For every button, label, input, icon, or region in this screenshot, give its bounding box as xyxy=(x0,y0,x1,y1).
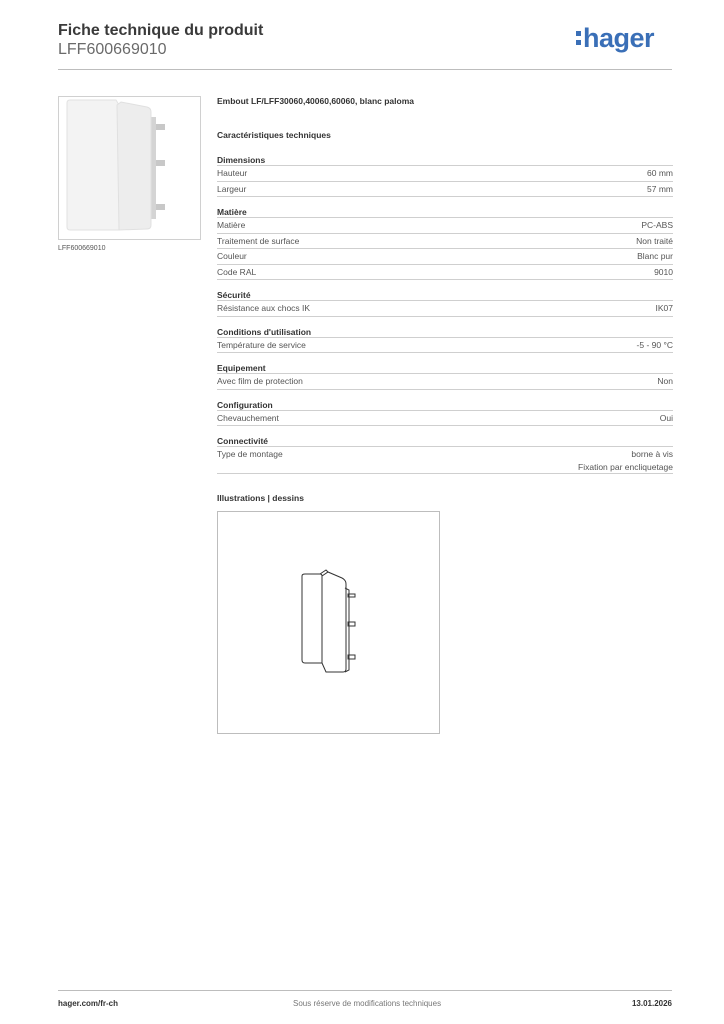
spec-value-cell xyxy=(636,235,673,249)
spec-groups xyxy=(217,154,673,474)
spec-label: Couleur xyxy=(217,251,247,261)
spec-label: Type de montage xyxy=(217,449,283,459)
document-title: Fiche technique du produit xyxy=(58,22,264,39)
hager-logo xyxy=(576,24,654,52)
spec-group-title: Connectivité xyxy=(217,435,673,447)
page-header xyxy=(58,22,672,70)
spec-group-title: Dimensions xyxy=(217,154,673,166)
spec-label: Matière xyxy=(217,220,246,230)
spec-row xyxy=(217,234,673,250)
illustration-drawing xyxy=(217,511,440,734)
spec-value: Non xyxy=(657,376,673,386)
spec-value-cell xyxy=(656,302,674,316)
spec-value: 9010 xyxy=(654,266,673,277)
logo-colon-icon xyxy=(576,31,581,45)
spec-group xyxy=(217,206,673,280)
specs-section-title: Caractéristiques techniques xyxy=(217,130,331,140)
spec-label: Largeur xyxy=(217,183,247,194)
spec-row xyxy=(217,338,673,354)
spec-label: Code RAL xyxy=(217,266,257,277)
illustrations-title: Illustrations | dessins xyxy=(217,493,304,503)
logo-text: hager xyxy=(582,23,654,53)
spec-group-title: Configuration xyxy=(217,399,673,411)
spec-value: Non traité xyxy=(636,235,673,246)
spec-group xyxy=(217,435,673,474)
spec-label: Chevauchement xyxy=(217,412,279,423)
product-photo xyxy=(58,96,201,240)
spec-label: Hauteur xyxy=(217,168,248,178)
spec-value: -5 - 90 °C xyxy=(636,339,673,350)
spec-value-cell xyxy=(578,448,673,473)
spec-group-title: Sécurité xyxy=(217,289,673,301)
spec-value: IK07 xyxy=(655,303,673,313)
spec-label: Température de service xyxy=(217,339,306,350)
spec-row xyxy=(217,218,673,234)
spec-group-title: Matière xyxy=(217,206,673,218)
footer-note: Sous réserve de modifications techniques xyxy=(293,999,442,1008)
footer-date: 13.01.2026 xyxy=(631,999,672,1008)
end-cap-drawing-icon xyxy=(218,512,439,733)
spec-row xyxy=(217,301,673,317)
spec-value: Fixation par encliquetage xyxy=(578,461,673,472)
spec-value-cell xyxy=(654,266,673,280)
spec-value-cell xyxy=(637,250,673,264)
spec-row xyxy=(217,374,673,390)
spec-group xyxy=(217,154,673,197)
product-reference: LFF600669010 xyxy=(58,41,167,58)
product-name: Embout LF/LFF30060,40060,60060, blanc paloma xyxy=(217,96,414,106)
page-footer xyxy=(58,990,672,1010)
spec-group xyxy=(217,289,673,317)
spec-row xyxy=(217,166,673,182)
spec-value: borne à vis xyxy=(631,449,673,459)
spec-value: 60 mm xyxy=(647,168,673,178)
spec-label: Traitement de surface xyxy=(217,235,300,246)
spec-label: Avec film de protection xyxy=(217,376,303,386)
footer-website: hager.com/fr-ch xyxy=(58,999,119,1008)
spec-row xyxy=(217,411,673,427)
spec-group xyxy=(217,326,673,354)
spec-group-title: Conditions d'utilisation xyxy=(217,326,673,338)
spec-value-cell xyxy=(657,375,673,389)
spec-group xyxy=(217,399,673,427)
spec-value: Blanc pur xyxy=(637,251,673,261)
spec-row xyxy=(217,182,673,198)
spec-value: 57 mm xyxy=(647,183,673,194)
spec-value-cell xyxy=(641,219,673,233)
spec-group-title: Equipement xyxy=(217,362,673,374)
spec-group xyxy=(217,362,673,390)
spec-row xyxy=(217,265,673,281)
spec-value-cell xyxy=(647,167,673,181)
spec-value: Oui xyxy=(659,412,673,423)
end-cap-photo-icon xyxy=(59,97,200,239)
spec-value-cell xyxy=(637,339,673,353)
spec-value: PC-ABS xyxy=(641,220,673,230)
main-content xyxy=(217,96,673,734)
spec-row xyxy=(217,249,673,265)
spec-label: Résistance aux chocs IK xyxy=(217,303,311,313)
spec-row xyxy=(217,447,673,474)
spec-value-cell xyxy=(647,183,673,197)
spec-value-cell xyxy=(660,412,673,426)
photo-caption: LFF600669010 xyxy=(58,245,106,252)
